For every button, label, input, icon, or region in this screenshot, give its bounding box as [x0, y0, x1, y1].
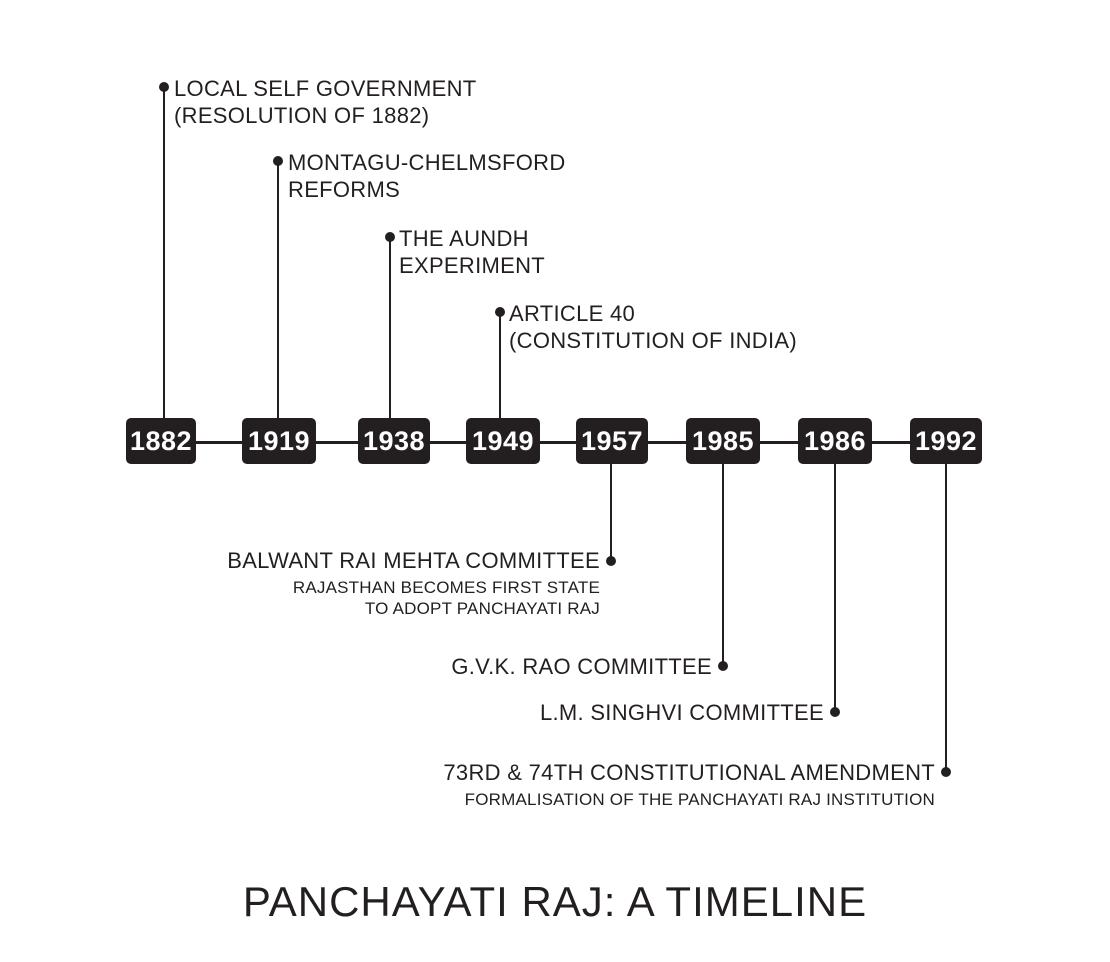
connector-dot-1986: [830, 707, 840, 717]
connector-dot-1985: [718, 661, 728, 671]
axis-segment: [316, 441, 358, 444]
connector-1957: [610, 464, 612, 561]
event-label-1986: [400, 700, 824, 727]
connector-1986: [834, 464, 836, 713]
event-label-1957: [180, 548, 600, 619]
event-label-1992-title: 73RD & 74TH CONSTITUTIONAL AMENDMENT: [443, 760, 935, 785]
event-label-1985-title: G.V.K. RAO COMMITTEE: [451, 654, 712, 679]
year-chip-1949[interactable]: 1949: [466, 418, 540, 464]
connector-1992: [945, 464, 947, 773]
event-label-1919: [288, 150, 566, 204]
event-label-1957-subtitle-line1: RAJASTHAN BECOMES FIRST STATE: [292, 577, 600, 597]
event-label-1919-title: MONTAGU-CHELMSFORD: [288, 150, 566, 175]
year-chip-1938[interactable]: 1938: [358, 418, 430, 464]
axis-segment: [540, 441, 576, 444]
year-chip-1919[interactable]: 1919: [242, 418, 316, 464]
event-label-1949-title: ARTICLE 40: [509, 301, 636, 326]
connector-dot-1919: [273, 156, 283, 166]
year-chip-1985[interactable]: 1985: [686, 418, 760, 464]
event-label-1992-subtitle: FORMALISATION OF THE PANCHAYATI RAJ INSTITUTION: [464, 789, 935, 809]
connector-dot-1949: [495, 307, 505, 317]
event-label-1882: [174, 76, 477, 130]
axis-segment: [648, 441, 686, 444]
year-chip-1957[interactable]: 1957: [576, 418, 648, 464]
connector-dot-1957: [606, 556, 616, 566]
page-title: PANCHAYATI RAJ: A TIMELINE: [242, 878, 868, 925]
event-label-1882-subtitle: (RESOLUTION OF 1882): [174, 102, 430, 128]
event-label-1957-subtitle-line2: TO ADOPT PANCHAYATI RAJ: [364, 598, 600, 618]
event-label-1938-subtitle: EXPERIMENT: [399, 252, 546, 278]
connector-dot-1938: [385, 232, 395, 242]
year-chip-1992[interactable]: 1992: [910, 418, 982, 464]
axis-segment: [760, 441, 798, 444]
axis-segment: [872, 441, 910, 444]
connector-1919: [277, 162, 279, 418]
year-chip-1986[interactable]: 1986: [798, 418, 872, 464]
event-label-1949-subtitle: (CONSTITUTION OF INDIA): [509, 327, 797, 353]
event-label-1949: [509, 301, 797, 355]
event-label-1938: [399, 226, 545, 280]
event-label-1986-title: L.M. SINGHVI COMMITTEE: [539, 700, 824, 725]
connector-dot-1882: [159, 82, 169, 92]
event-label-1985: [300, 654, 712, 681]
connector-1949: [499, 313, 501, 418]
axis-segment: [430, 441, 466, 444]
event-label-1992: [330, 760, 935, 811]
event-label-1882-title: LOCAL SELF GOVERNMENT: [174, 76, 477, 101]
event-label-1957-title: BALWANT RAI MEHTA COMMITTEE: [227, 548, 600, 573]
connector-1985: [722, 464, 724, 667]
connector-dot-1992: [941, 767, 951, 777]
axis-segment: [196, 441, 242, 444]
connector-1938: [389, 238, 391, 418]
event-label-1919-subtitle: REFORMS: [288, 176, 401, 202]
year-chip-1882[interactable]: 1882: [126, 418, 196, 464]
event-label-1938-title: THE AUNDH: [399, 226, 529, 251]
connector-1882: [163, 88, 165, 418]
